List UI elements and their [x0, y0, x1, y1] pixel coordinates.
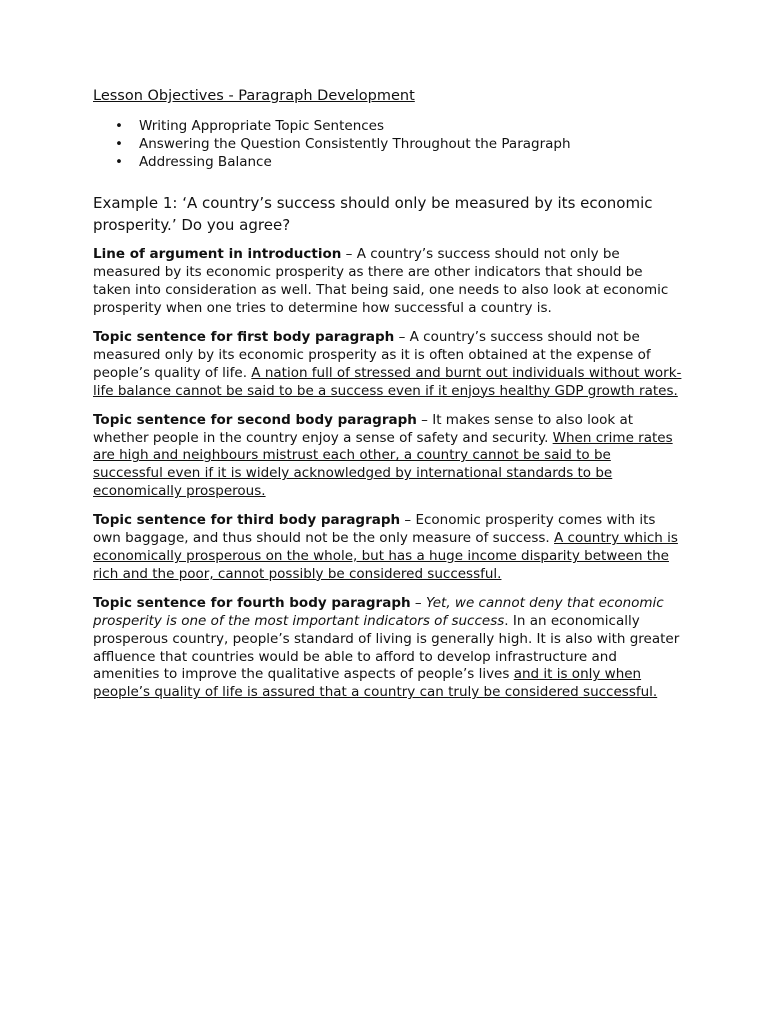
bullet-icon: • — [115, 153, 123, 170]
intro-label: Line of argument in introduction — [93, 246, 342, 263]
list-item — [115, 135, 683, 154]
example-heading: Example 1: ‘A country’s success should only be measured by its economic prosperity.’ Do you agree? — [93, 194, 653, 235]
body1-text: – A country’s success should not be measured only by its economic prosperity as it is often obtained at the expense of people’s quality of life. — [93, 329, 651, 381]
intro-text: – A country’s success should not only be measured by its economic prosperity as there are other indicators that should be taken into consideration as well. That being said, one needs to also look at economic prosperity when one tries to determine how successful a country is. — [93, 246, 669, 317]
body2-underlined-text: When crime rates are high and neighbours mistrust each other, a country cannot be said to be successful even if it is widely acknowledged by international standards to be economically prosperous. — [93, 429, 673, 500]
bullet-icon: • — [115, 118, 123, 134]
body4-paragraph — [93, 595, 683, 702]
body2-text: – It makes sense to also look at whether people in the country enjoy a sense of safety and security. — [93, 411, 634, 446]
body4-text: . In an economically prosperous country, people’s standard of living is generally high. It is also with greater affluence that countries would be able to afford to develop infrastructure and amenities to improve the qualitative aspects of people’s lives — [93, 612, 680, 683]
bullet-icon: • — [115, 135, 123, 152]
list-item — [115, 118, 683, 136]
body3-underlined-text: A country which is economically prosperous on the whole, but has a huge income disparity between the rich and the poor, cannot possibly be considered successful. — [93, 530, 678, 582]
body4-label: Topic sentence for fourth body paragraph — [93, 594, 411, 611]
objective-text: Answering the Question Consistently Throughout the Paragraph — [139, 135, 571, 152]
body4-italic-text: Yet, we cannot deny that economic prosperity is one of the most important indicators of success — [93, 594, 664, 629]
body4-underlined-text: and it is only when people’s quality of life is assured that a country can truly be considered successful. — [93, 666, 658, 701]
body2-paragraph — [93, 412, 683, 502]
body1-label: Topic sentence for first body paragraph — [93, 329, 395, 346]
body1-paragraph — [93, 329, 683, 401]
objectives-list — [93, 118, 683, 171]
list-item — [115, 153, 683, 172]
body4-dash: – — [410, 594, 426, 611]
document-page — [93, 86, 683, 702]
objective-text: Addressing Balance — [139, 153, 272, 170]
body3-text: – Economic prosperity comes with its own baggage, and thus should not be the only measure of success. — [93, 512, 656, 547]
objective-text: Writing Appropriate Topic Sentences — [139, 118, 385, 134]
body2-label: Topic sentence for second body paragraph — [93, 411, 417, 428]
body3-paragraph — [93, 512, 683, 584]
body1-underlined-text: A nation full of stressed and burnt out individuals without work-life balance cannot be said to be a success even if it enjoys healthy GDP growth rates. — [93, 364, 682, 399]
page-title: Lesson Objectives - Paragraph Development — [93, 88, 415, 104]
body3-label: Topic sentence for third body paragraph — [93, 512, 401, 529]
intro-paragraph — [93, 246, 683, 318]
